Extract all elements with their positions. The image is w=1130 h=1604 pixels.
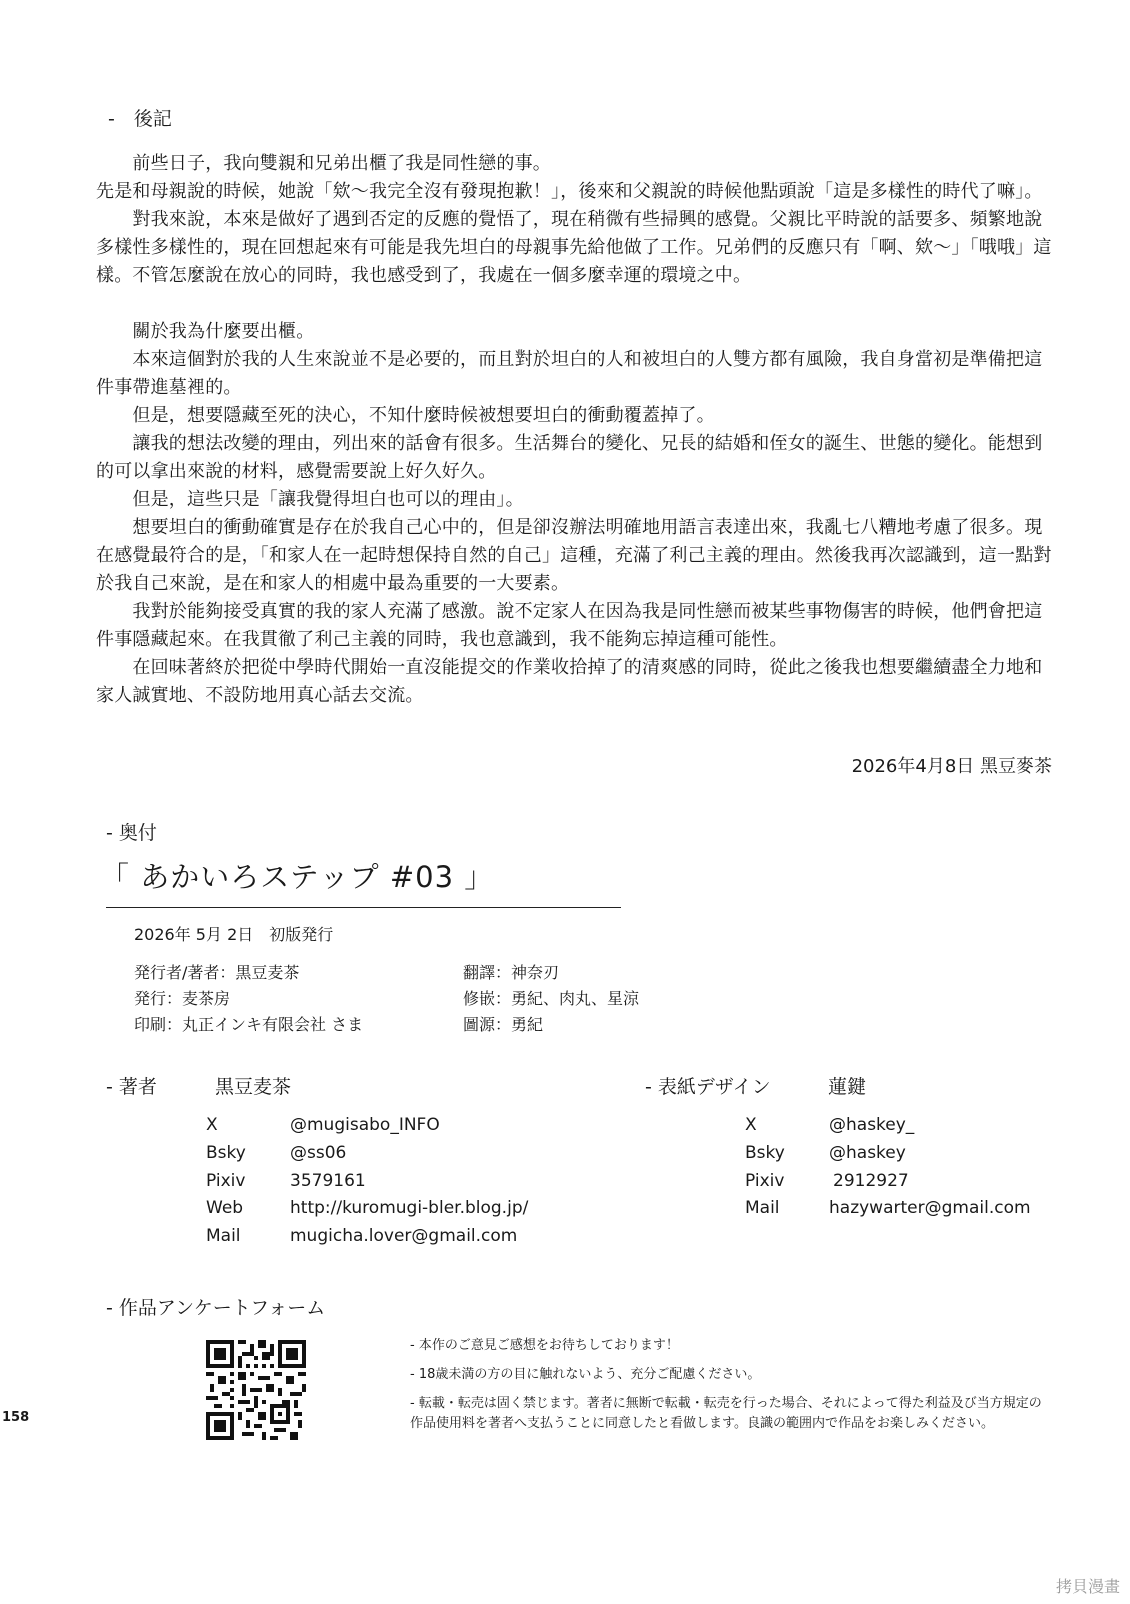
publication-date: 2026年 5月 2日 初版発行 <box>134 925 334 944</box>
designer-x-handle: @haskey_ <box>829 1115 915 1135</box>
survey-heading: - 作品アンケートフォーム <box>106 1297 326 1319</box>
designer-link-label: Pixiv <box>745 1171 785 1191</box>
afterword-body <box>96 150 1056 710</box>
designer-name: 蓮鍵 <box>828 1076 867 1098</box>
author-heading: - 著者 <box>106 1076 157 1098</box>
credit-translator: 翻譯：神奈刃 <box>463 963 560 982</box>
colophon-heading: - 奥付 <box>106 822 157 844</box>
afterword-paragraph: 在回味著終於把從中學時代開始一直沒能提交的作業收拾掉了的清爽感的同時，從此之後我也想要繼續盡全力地和家人誠實地、不設防地用真心話去交流。 <box>96 657 1043 706</box>
afterword-paragraph: 關於我為什麼要出櫃。 <box>96 321 315 342</box>
author-link-label: Bsky <box>206 1143 246 1163</box>
author-link-label: Mail <box>206 1226 241 1246</box>
designer-bsky-handle: @haskey <box>829 1143 906 1163</box>
author-bsky-handle: @ss06 <box>290 1143 347 1163</box>
credit-publisher-author: 発行者/著者：黒豆麦茶 <box>134 963 300 982</box>
survey-qr-code[interactable] <box>206 1340 306 1440</box>
author-link-label: X <box>206 1115 218 1135</box>
page-number: 158 <box>2 1410 30 1425</box>
designer-heading: - 表紙デザイン <box>645 1076 771 1098</box>
survey-notice: - 転載・転売は固く禁じます。著者に無断で転載・転売を行った場合、それによって得た利益及び当方規定の作品使用料を著者へ支払うことに同意したと看做します。良識の範囲内で作品をお楽しみください。 <box>410 1396 1042 1431</box>
afterword-paragraph: 我對於能夠接受真實的我的家人充滿了感激。說不定家人在因為我是同性戀而被某些事物傷害的時候，他們會把這件事隱藏起來。在我貫徹了利己主義的同時，我也意識到，我不能夠忘掉這種可能性。 <box>96 601 1043 650</box>
afterword-paragraph: 本來這個對於我的人生來說並不是必要的，而且對於坦白的人和被坦白的人雙方都有風險，我自身當初是準備把這件事帶進墓裡的。 <box>96 349 1043 398</box>
designer-pixiv-id: 2912927 <box>833 1171 909 1191</box>
afterword-paragraph: 但是，想要隱藏至死的決心，不知什麼時候被想要坦白的衝動覆蓋掉了。 <box>96 405 715 426</box>
afterword-paragraph: 對我來說，本來是做好了遇到否定的反應的覺悟了，現在稍微有些掃興的感覺。父親比平時說的話要多、頻繁地說多樣性多樣性的，現在回想起來有可能是我先坦白的母親事先給他做了工作。兄弟們的反應只有「啊、欸～」「哦哦」這樣。不管怎麼說在放心的同時，我也感受到了，我處在一個多麼幸運的環境之中。 <box>96 209 1052 286</box>
author-name: 黒豆麦茶 <box>215 1076 292 1098</box>
author-link-label: Pixiv <box>206 1171 246 1191</box>
designer-link-label: Bsky <box>745 1143 785 1163</box>
author-link-label: Web <box>206 1198 244 1218</box>
afterword-paragraph: 前些日子，我向雙親和兄弟出櫃了我是同性戀的事。 <box>96 153 551 174</box>
author-pixiv-id: 3579161 <box>290 1171 366 1191</box>
credit-source: 圖源：勇紀 <box>463 1015 544 1034</box>
survey-notice: - 18歳未満の方の目に触れないよう、充分ご配慮ください。 <box>410 1367 761 1382</box>
credit-printer: 印刷：丸正インキ有限会社 さま <box>134 1015 364 1034</box>
afterword-paragraph: 但是，這些只是「讓我覺得坦白也可以的理由」。 <box>96 489 524 510</box>
book-title: 「 あかいろステップ #03 」 <box>100 860 495 894</box>
afterword-signature: 2026年4月8日 黑豆麥茶 <box>851 756 1052 777</box>
afterword-heading: - 後記 <box>108 108 172 130</box>
title-underline <box>106 907 621 908</box>
designer-link-label: X <box>745 1115 757 1135</box>
afterword-paragraph: 想要坦白的衝動確實是存在於我自己心中的，但是卻沒辦法明確地用語言表達出來，我亂七八糟地考慮了很多。現在感覺最符合的是，「和家人在一起時想保持自然的自己」這種，充滿了利己主義的理由。然後我再次認識到，這一點對於我自己來說，是在和家人的相處中最為重要的一大要素。 <box>96 517 1052 594</box>
designer-link-label: Mail <box>745 1198 780 1218</box>
watermark: 拷貝漫畫 <box>1055 1577 1120 1596</box>
author-x-handle: @mugisabo_INFO <box>290 1115 440 1135</box>
author-email[interactable]: mugicha.lover@gmail.com <box>290 1226 518 1246</box>
credit-publisher: 発行：麦茶房 <box>134 989 231 1008</box>
paragraph-gap <box>96 290 1056 318</box>
credit-editors: 修嵌：勇紀、肉丸、星涼 <box>463 989 640 1008</box>
afterword-paragraph: 先是和母親說的時候，她說「欸～我完全沒有發現抱歉！」，後來和父親說的時候他點頭說「這是多樣性的時代了嘛」。 <box>96 181 1043 202</box>
designer-email[interactable]: hazywarter@gmail.com <box>829 1198 1031 1218</box>
author-web-url[interactable]: http://kuromugi-bler.blog.jp/ <box>290 1198 529 1218</box>
afterword-paragraph: 讓我的想法改變的理由，列出來的話會有很多。生活舞台的變化、兄長的結婚和侄女的誕生、世態的變化。能想到的可以拿出來說的材料，感覺需要說上好久好久。 <box>96 433 1043 482</box>
survey-notice: - 本作のご意見ご感想をお待ちしております！ <box>410 1338 679 1353</box>
